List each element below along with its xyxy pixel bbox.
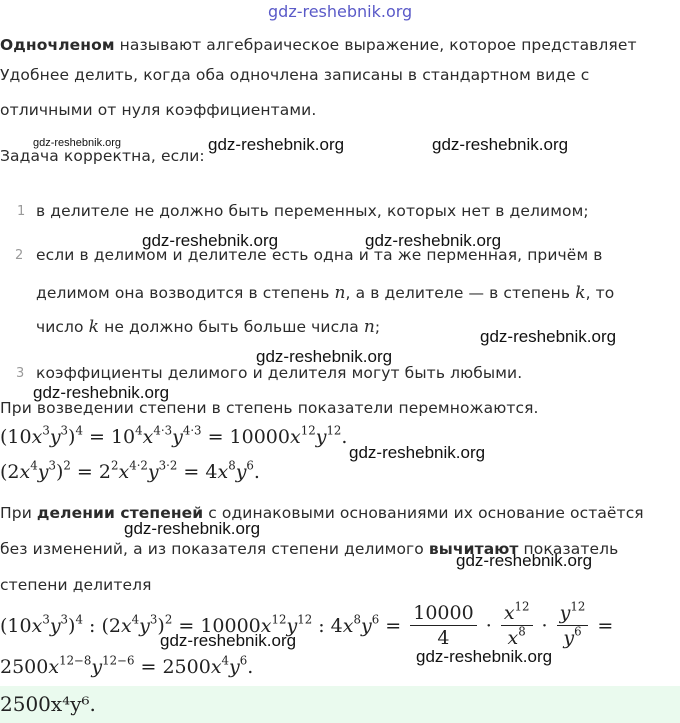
watermark-6: gdz-reshebnik.org [480,327,617,346]
item2-line2-a: делимом она возводится в степень [36,284,335,302]
watermark-4: gdz-reshebnik.org [142,231,279,250]
intro-line-1 [0,36,637,54]
variable-n: n [334,283,346,303]
fraction-coefficients [410,603,476,649]
division-line2-pre: без изменений, а из показателя степени делимого [0,540,429,558]
formula-power-1: $(10x^3y^3)^4 = 10^4x^{4\cdot 3}y^{4\cdot 3} = 10000x^{12}y^{12}$. [0,423,348,448]
variable-k-2: k [88,317,100,337]
condition-item-2-line-3 [36,317,380,337]
item2-line3-b: не должно быть больше числа [99,318,364,336]
fraction-den-1: 4 [437,627,450,649]
division-rule-line-1 [0,504,644,522]
list-number-2: 2 [15,248,24,263]
variable-n-2: n [363,317,375,337]
formula-division-1: $(10x^3y^3)^4$ : $(2x^4y^3)^2 = 10000x^{12}y^{12}$ : $4x^8y^6$ = $\frac{10000}{4}$ · $\frac{x^{12}}{x^8}$ · $\frac{y^{12}}{y^6}$ = [0,599,614,649]
division-mid: с одинаковыми основаниями их основание остаётся [203,504,644,522]
intro-line-3: отличными от нуля коэффициентами. [0,101,317,119]
list-number-3: 3 [16,366,25,381]
condition-item-2-line-1: если в делимом и делителе есть одна и та же перменная, причём в [36,246,603,264]
watermark-top: gdz-reshebnik.org [268,2,413,21]
intro-term: Одночленом [0,36,115,54]
watermark-10: gdz-reshebnik.org [124,519,261,538]
watermark-9: gdz-reshebnik.org [349,443,486,462]
condition-item-3: коэффициенты делимого и делителя могут быть любыми. [36,364,523,382]
division-line2-post: показатель [518,540,619,558]
item2-line3-a: число [36,318,89,336]
division-rule-line-3: степени делителя [0,576,152,594]
answer-box [0,686,680,723]
intro-line-2: Удобнее делить, когда оба одночлена записаны в стандартном виде с [0,66,590,84]
watermark-2: gdz-reshebnik.org [208,135,345,154]
division-term-1: делении степеней [36,504,204,522]
formula-division-2: $2500x^{12-8}y^{12-6} = 2500x^4y^6$. [0,653,254,678]
fraction-x: $\frac{x^{12}}{x^8}$ [501,603,533,649]
item2-line2-c: , то [585,284,615,302]
division-pre: При [0,504,37,522]
watermark-11: gdz-reshebnik.org [456,551,593,570]
fraction-num-1: 10000 [410,603,476,626]
watermark-8: gdz-reshebnik.org [33,383,170,402]
power-rule-text: При возведении степени в степень показатели перемножаются. [0,399,539,417]
variable-k: k [575,283,586,303]
division-term-2: вычитают [428,540,519,558]
intro-line-1-rest: называют алгебраическое выражение, которое представляет [114,36,637,54]
answer-text: 2500x⁴y⁶. [0,692,96,716]
watermark-13: gdz-reshebnik.org [416,647,553,666]
watermark-1: gdz-reshebnik.org [33,137,122,149]
item2-line3-c: ; [374,318,381,336]
condition-item-2-line-2 [36,283,614,303]
item2-line2-b: , а в делителе — в степень [345,284,576,302]
conditions-heading: Задача корректна, если: [0,147,205,165]
formula-power-2: $(2x^4y^3)^2 = 2^2x^{4\cdot 2}y^{3\cdot 2} = 4x^8y^6$. [0,458,260,483]
list-number-1: 1 [17,204,26,219]
watermark-7: gdz-reshebnik.org [256,347,393,366]
watermark-12: gdz-reshebnik.org [160,631,297,650]
fraction-y: $\frac{y^{12}}{y^6}$ [557,603,589,649]
condition-item-1: в делителе не должно быть переменных, которых нет в делимом; [36,202,589,220]
watermark-3: gdz-reshebnik.org [432,135,569,154]
watermark-5: gdz-reshebnik.org [365,231,502,250]
